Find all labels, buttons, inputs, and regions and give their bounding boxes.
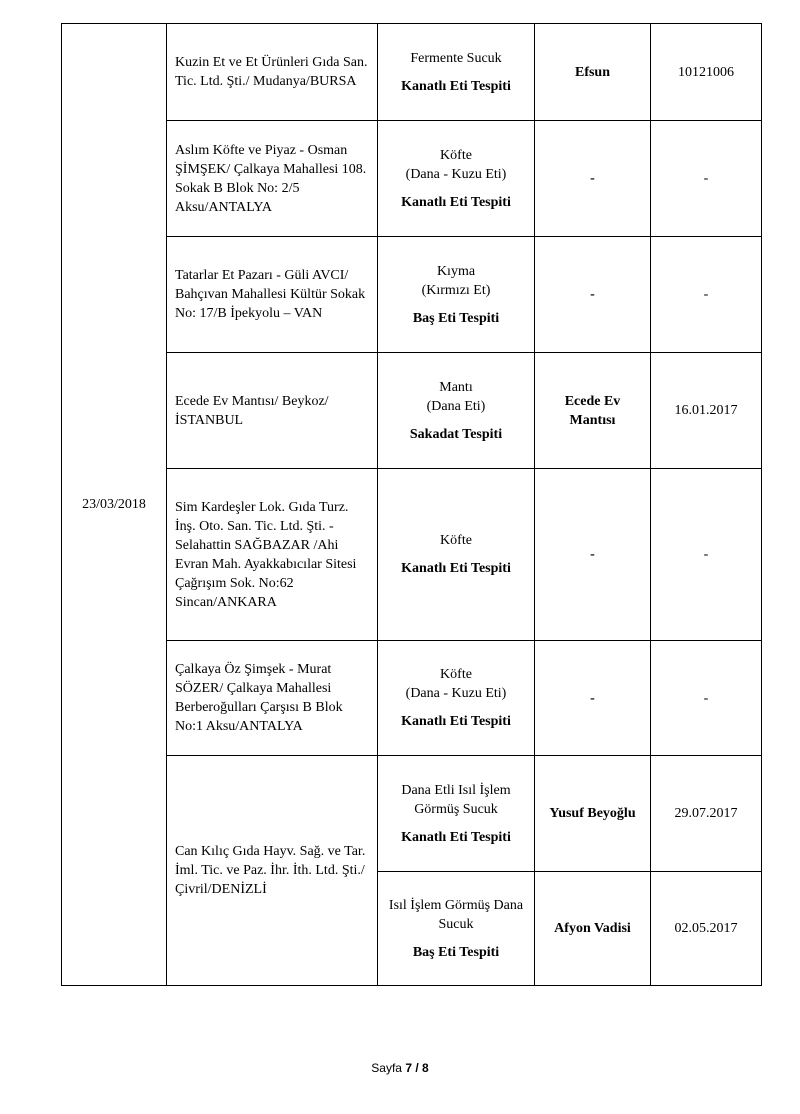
product-name: Dana Etli Isıl İşlem Görmüş Sucuk bbox=[401, 782, 511, 817]
table-row bbox=[62, 121, 762, 237]
date-cell: 23/03/2018 bbox=[62, 24, 167, 986]
product-cell bbox=[378, 237, 535, 353]
company-cell: Ecede Ev Mantısı/ Beykoz/İSTANBUL bbox=[167, 353, 378, 469]
table-row bbox=[62, 641, 762, 756]
table-row bbox=[62, 756, 762, 872]
product-name: Isıl İşlem Görmüş Dana Sucuk bbox=[388, 897, 524, 932]
table-row bbox=[62, 469, 762, 641]
finding-label: Kanatlı Eti Tespiti bbox=[401, 561, 511, 576]
finding-label: Kanatlı Eti Tespiti bbox=[401, 714, 511, 729]
product-name: Köfte bbox=[440, 533, 472, 548]
finding-label: Kanatlı Eti Tespiti bbox=[401, 78, 511, 94]
product-name: Kıyma (Kırmızı Et) bbox=[421, 263, 491, 298]
finding-label: Baş Eti Tespiti bbox=[412, 944, 500, 960]
finding-label: Kanatlı Eti Tespiti bbox=[401, 194, 511, 210]
finding-label: Sakadat Tespiti bbox=[409, 426, 503, 442]
brand-cell: - bbox=[535, 469, 651, 641]
company-cell: Tatarlar Et Pazarı - Güli AVCI/ Bahçıvan Mahallesi Kültür Sokak No: 17/B İpekyolu – VAN bbox=[167, 237, 378, 353]
product-name: Köfte (Dana - Kuzu Eti) bbox=[405, 147, 507, 182]
product-name: Köfte (Dana - Kuzu Eti) bbox=[405, 667, 507, 701]
company-cell: Kuzin Et ve Et Ürünleri Gıda San. Tic. Ltd. Şti./ Mudanya/BURSA bbox=[167, 24, 378, 121]
product-cell bbox=[378, 756, 535, 872]
brand-cell: - bbox=[535, 121, 651, 237]
lot-cell: 16.01.2017 bbox=[651, 353, 762, 469]
lot-cell: 10121006 bbox=[651, 24, 762, 121]
lot-cell: - bbox=[651, 641, 762, 756]
product-cell bbox=[378, 24, 535, 121]
page-total: 8 bbox=[422, 1061, 429, 1075]
lot-cell: 29.07.2017 bbox=[651, 756, 762, 872]
lot-cell: - bbox=[651, 469, 762, 641]
finding-label: Baş Eti Tespiti bbox=[412, 310, 500, 326]
product-cell bbox=[378, 641, 535, 756]
lot-cell: 02.05.2017 bbox=[651, 872, 762, 986]
brand-cell: Yusuf Beyoğlu bbox=[535, 756, 651, 872]
page-label: Sayfa bbox=[371, 1061, 402, 1075]
company-cell: Can Kılıç Gıda Hayv. Sağ. ve Tar. İml. Tic. ve Paz. İhr. İth. Ltd. Şti./ Çivril/DENİZLİ bbox=[167, 756, 378, 986]
page-footer bbox=[0, 1061, 800, 1075]
product-cell bbox=[378, 872, 535, 986]
lot-cell: - bbox=[651, 237, 762, 353]
table-row bbox=[62, 353, 762, 469]
table-row bbox=[62, 24, 762, 121]
brand-cell: - bbox=[535, 237, 651, 353]
product-name: Fermente Sucuk bbox=[410, 50, 502, 66]
page-separator: / bbox=[415, 1061, 419, 1075]
company-cell: Aslım Köfte ve Piyaz - Osman ŞİMŞEK/ Çalkaya Mahallesi 108. Sokak B Blok No: 2/5 Aksu/ANTALYA bbox=[167, 121, 378, 237]
product-cell bbox=[378, 353, 535, 469]
brand-cell: Efsun bbox=[535, 24, 651, 121]
page-current: 7 bbox=[405, 1061, 412, 1075]
company-cell: Sim Kardeşler Lok. Gıda Turz. İnş. Oto. San. Tic. Ltd. Şti. - Selahattin SAĞBAZAR /Ahi Evran Mah. Ayakkabıcılar Sitesi Çağrışım Sok. No:62 Sincan/ANKARA bbox=[167, 469, 378, 641]
brand-cell: Ecede Ev Mantısı bbox=[535, 353, 651, 469]
product-cell bbox=[378, 121, 535, 237]
lot-cell: - bbox=[651, 121, 762, 237]
product-cell bbox=[378, 469, 535, 641]
finding-label: Kanatlı Eti Tespiti bbox=[401, 829, 511, 845]
results-table bbox=[61, 23, 762, 986]
company-cell: Çalkaya Öz Şimşek - Murat SÖZER/ Çalkaya Mahallesi Berberoğulları Çarşısı B Blok No:1 Aksu/ANTALYA bbox=[167, 641, 378, 756]
brand-cell: - bbox=[535, 641, 651, 756]
table-row bbox=[62, 237, 762, 353]
product-name: Mantı (Dana Eti) bbox=[426, 379, 486, 414]
brand-cell: Afyon Vadisi bbox=[535, 872, 651, 986]
